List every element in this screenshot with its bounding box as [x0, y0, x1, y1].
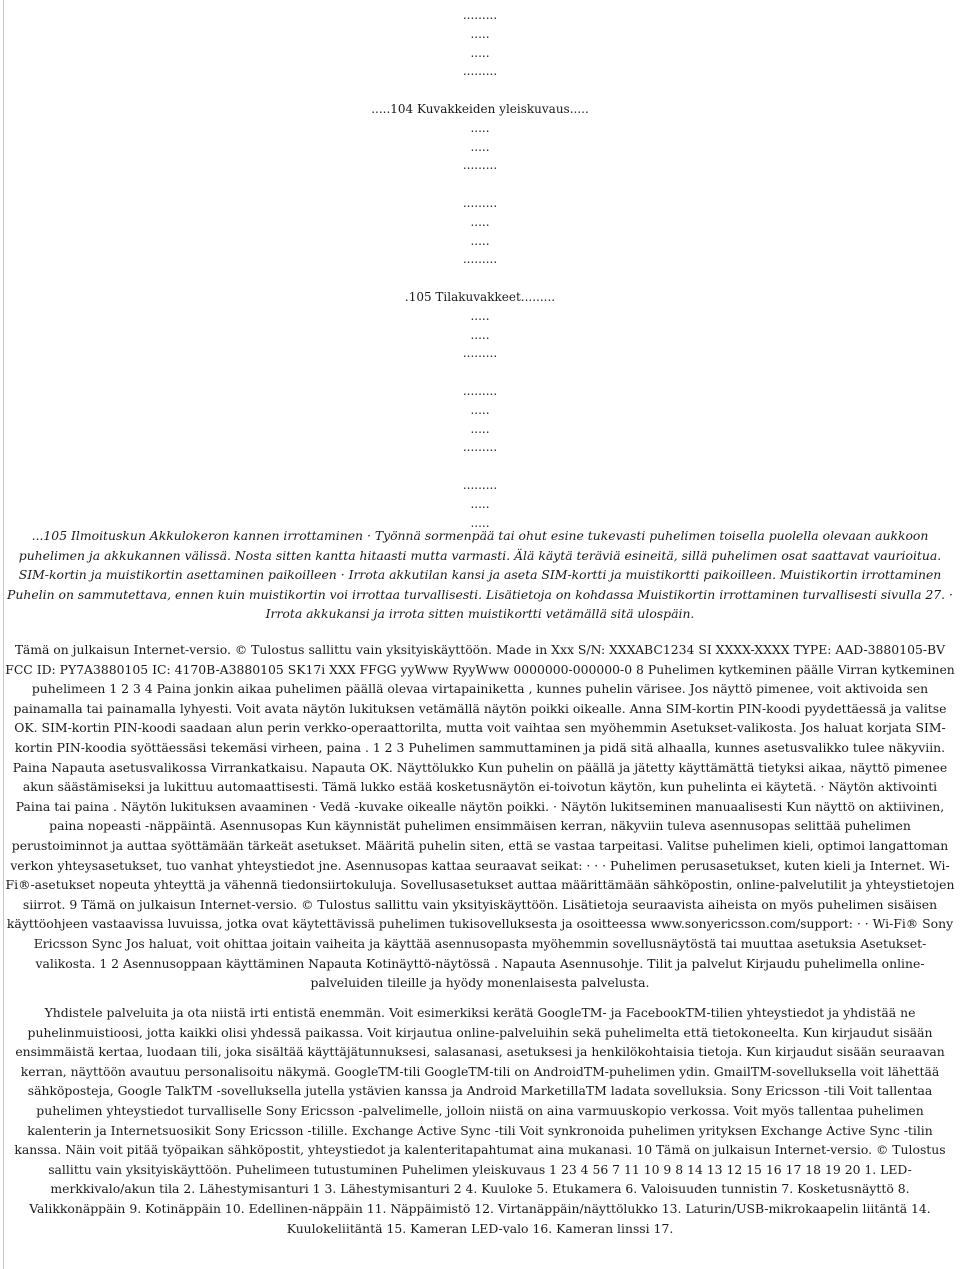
toc-line: .....	[470, 214, 490, 229]
toc-line: .....	[470, 120, 490, 135]
toc-line: .....	[470, 496, 490, 511]
toc-line: .........	[462, 8, 498, 22]
table-of-contents	[0, 6, 960, 532]
toc-line: .....	[470, 327, 490, 342]
toc-line: .....	[470, 45, 490, 60]
toc-line: .........	[462, 346, 498, 361]
toc-line: .....	[470, 139, 490, 154]
toc-line: .....	[470, 515, 490, 530]
toc-line: .........	[462, 195, 498, 210]
toc-line	[0, 269, 960, 288]
toc-line: .....	[470, 308, 490, 323]
toc-line: .........	[462, 252, 498, 267]
toc-line: .........	[462, 440, 498, 455]
toc-line: .....	[470, 402, 490, 417]
toc-line: .....	[470, 421, 490, 436]
toc-line: .........	[462, 64, 498, 79]
startup-intro: Tämä on julkaisun Internet-versio. © Tulostus sallittu vain yksityiskäyttöön.	[14, 642, 493, 657]
toc-line: .....	[470, 233, 490, 248]
paragraph-services	[4, 1003, 956, 1238]
paragraph-battery	[4, 526, 956, 624]
toc-line	[0, 81, 960, 100]
toc-line: .........	[462, 383, 498, 398]
toc-line: .....	[470, 26, 490, 41]
startup-text: Made in Xxx S/N: XXXABC1234 SI XXXX-XXXX TYPE: AAD-3880105-BV FCC ID: PY7A3880105 IC: 4170B-A3880105 SK17i XXX FFGG yyWww RyyWww 0000000-000000-0 8 Puhelimen kytkeminen päälle Virran kytkeminen puhelimeen 1 2 3 4 Paina jonkin aikaa puhelimen päällä olevaa virtapainiketta , kunnes puhelin värisee. Jos näyttö pimenee, voit aktivoida sen painamalla tai painamalla lyhyesti. Voit avata näytön lukituksen vetämällä näytön poikki oikealle. Anna SIM-kortin PIN-koodi pyydettäessä ja valitse OK. SIM-kortin PIN-koodi saadaan alun perin verkko-operaattorilta, mutta voit vaihtaa sen myöhemmin Asetukset-valikosta. Jos haluat korjata SIM-kortin PIN-koodia syöttäessäsi tekemäsi virheen, paina . 1 2 3 Puhelimen sammuttaminen ja pidä sitä alhaalla, kunnes asetusvalikko tulee näkyviin. Paina Napauta asetusvalikossa Virrankatkaisu. Napauta OK. Näyttölukko Kun puhelin on päällä ja jätetty käyttämättä tietyksi aikaa, näyttö pimenee akun säästämiseksi ja lukittuu automaattisesti. Tämä lukko estää kosketusnäytön ei-toivotun käytön, kun puhelinta ei käytetä. · Näytön aktivointi Paina tai paina . Näytön lukituksen avaaminen · Vedä -kuvake oikealle näytön poikki. · Näytön lukitseminen manuaalisesti Kun näyttö on aktiivinen, paina nopeasti -näppäintä. Asennusopas Kun käynnistät puhelimen ensimmäisen kerran, näkyviin tuleva asennusopas selittää puhelimen perustoiminnot ja auttaa syöttämään tärkeät asetukset. Määritä puhelin siten, että se vastaa tarpeitasi. Valitse puhelimen kieli, optimoi langattoman verkon yhteysasetukset, tuo vanhat yhteystiedot jne. Asennusopas kattaa seuraavat seikat: · · · Puhelimen perusasetukset, kuten kieli ja Internet. Wi-Fi®-asetukset nopeuta yhteyttä ja vähennä tiedonsiirtokuluja. Sovellusasetukset auttaa määrittämään sähköpostin, online-palvelutilit ja yhteystietojen siirrot. 9 Tämä on julkaisun Internet-versio. © Tulostus sallittu vain yksityiskäyttöön. Lisätietoja seuraavista aiheista on myös puhelimen sisäisen käyttöohjeen vastaavissa luvuissa, jotka ovat käytettävissä puhelimen tukisovelluksesta ja osoitteessa www.sonyericsson.com/support: · · Wi-Fi® Sony Ericsson Sync Jos haluat, voit ohittaa joitain vaiheita ja käyttää asennusopasta myöhemmin sovellusnäytöstä tai muuttaa asetuksia Asetukset-valikosta. 1 2 Asennusoppaan käyttäminen Napauta Kotinäyttö-näytössä . Napauta Asennusohje. Tilit ja palvelut Kirjaudu puhelimella online-palveluiden tileille ja hyödy monenlaisesta palvelusta.	[5, 642, 955, 991]
toc-line	[0, 457, 960, 476]
toc-line: .........	[462, 477, 498, 492]
services-text: Yhdistele palveluita ja ota niistä irti entistä enemmän. Voit esimerkiksi kerätä GoogleTM- ja FacebookTM-tilien yhteystiedot ja yhdistää ne puhelinmuistioosi, jotta kaikki olisi yhdessä paikassa. Voit kirjautua online-palveluihin sekä puhelimelta että tietokoneelta. Kun kirjaudut sisään ensimmäistä kertaa, luodaan tili, joka sisältää käyttäjätunnuksesi, salasanasi, asetuksesi ja henkilökohtaisia tietoja. Kun kirjaudut sisään seuraavan kerran, näyttöön avautuu personalisoitu näkymä. GoogleTM-tili GoogleTM-tili on AndroidTM-puhelimen ydin. GmailTM-sovelluksella voit lähettää sähköposteja, Google TalkTM -sovelluksella jutella ystävien kanssa ja Android MarketillaTM ladata sovelluksia. Sony Ericsson -tili Voit tallentaa puhelimen yhteystiedot turvalliselle Sony Ericsson -palvelimelle, jolloin niistä on aina varmuuskopio verkossa. Voit myös tallentaa puhelimen kalenterin ja Internetsuosikit Sony Ericsson -tilille. Exchange Active Sync -tili Voit synkronoida puhelimen yrityksen Exchange Active Sync -tilin kanssa. Näin voit pitää työpaikan sähköpostit, yhteystiedot ja kalenteritapahtumat aina mukanasi. 10 Tämä on julkaisun Internet-versio. © Tulostus sallittu vain yksityiskäyttöön. Puhelimeen tutustuminen Puhelimen yleiskuvaus 1 23 4 56 7 11 10 9 8 14 13 12 15 16 17 18 19 20 1. LED-merkkivalo/akun tila 2. Lähestymisanturi 1 3. Lähestymisanturi 2 4. Kuuloke 5. Etukamera 6. Valoisuuden tunnistin 7. Kosketusnäyttö 8. Valikkonäppäin 9. Kotinäppäin 10. Edellinen-näppäin 11. Näppäimistö 12. Virtanäppäin/näyttölukko 13. Laturin/USB-mikrokaapelin liitäntä 14. Kuulokeliitäntä 15. Kameran LED-valo 16. Kameran linssi 17.	[14, 1005, 946, 1236]
toc-line: .........	[462, 158, 498, 173]
paragraph-battery-text: ...105 Ilmoituskun Akkulokeron kannen irrottaminen · Työnnä sormenpää tai ohut esine tukevasti puhelimen toisella puolella olevaan aukkoon puhelimen ja akkukannen välissä. Nosta sitten kantta hitaasti mutta varmasti. Älä käytä teräviä esineitä, sillä puhelimen osat saattavat vaurioitua. SIM-kortin ja muistikortin asettaminen paikoilleen · Irrota akkutilan kansi ja aseta SIM-kortti ja muistikortti paikoilleen. Muistikortin irrottaminen Puhelin on sammutettava, ennen kuin muistikortin voi irrottaa turvallisesti. Lisätietoja on kohdassa Muistikortin irrottaminen turvallisesti sivulla 27. · Irrota akkukansi ja irrota sitten muistikortti vetämällä sitä ulospäin.	[7, 528, 953, 622]
toc-line	[0, 363, 960, 382]
toc-entry: .....104 Kuvakkeiden yleiskuvaus.....	[371, 101, 589, 116]
toc-entry: .105 Tilakuvakkeet.........	[404, 289, 556, 304]
toc-line	[0, 175, 960, 194]
paragraph-startup	[4, 640, 956, 993]
